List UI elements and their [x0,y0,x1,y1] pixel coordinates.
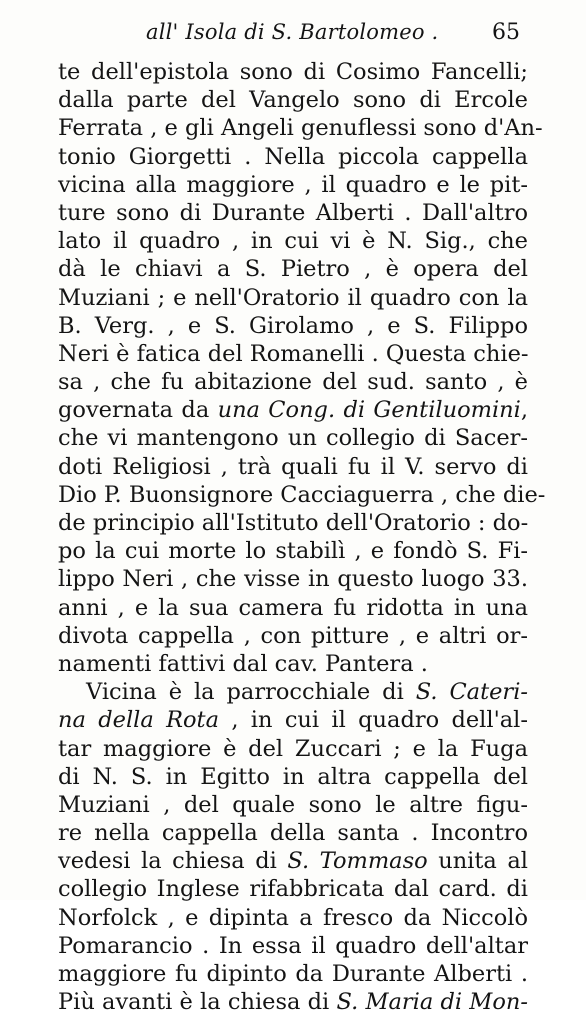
text-segment: Norfolck , e dipinta a fresco da Niccolò [58,904,528,931]
text-line [58,650,528,678]
text-segment: collegio Inglese rifabbricata dal card. di [58,876,528,903]
text-line [58,763,528,791]
text-line [58,284,528,312]
text-segment: ture sono di Durante Alberti . Dall'altro [58,199,528,226]
text-segment: lato il quadro , in cui vi è N. Sig., che [58,228,528,255]
text-segment: che vi mantengono un collegio di Sacer- [58,425,528,452]
text-line [58,453,528,481]
text-segment: unita al [427,848,528,875]
text-segment: doti Religiosi , trà quali fu il V. servo di [58,453,528,480]
text-segment: Vicina è la parrocchiale di [86,679,416,706]
text-line [58,396,528,424]
italic-text: na della Rota [58,707,220,734]
text-segment: maggiore fu dipinto da Durante Alberti . [58,961,528,987]
text-line [58,114,543,142]
text-segment: de principio all'Istituto dell'Oratorio : do- [58,510,529,536]
text-line [58,735,528,763]
text-segment: , in cui il quadro dell'al- [219,707,528,734]
text-line [58,988,528,1016]
text-line [58,791,528,819]
text-line [58,312,528,340]
text-segment: sa , che fu abitazione del sud. santo , è [58,369,528,396]
text-segment: anni , e la sua camera fu ridotta in una [58,594,528,621]
text-segment: dà le chiavi a S. Pietro , è opera del [58,256,528,283]
text-line [58,678,528,706]
text-segment: Neri è fatica del Romanelli . Questa chie- [58,340,529,367]
text-line [58,875,528,903]
text-segment: re nella cappella della santa . Incontro [58,820,528,847]
text-line [58,368,528,396]
text-segment: Muziani , del quale sono le altre figu- [58,791,528,818]
text-line [58,904,528,932]
text-line [58,932,528,960]
text-line [58,143,528,171]
text-line [58,819,528,847]
text-segment: te dell'epistola sono di Cosimo Fancelli; [58,59,528,85]
text-line [58,171,528,199]
text-line [58,255,528,283]
text-line [58,340,528,368]
text-line [58,509,528,537]
text-segment: Dio P. Buonsignore Cacciaguerra , che die- [58,481,546,508]
text-segment: lippo Neri , che visse in questo luogo 33. [58,566,528,593]
text-line [58,622,528,650]
italic-text: una Cong. di Gentiluomini [217,397,521,424]
text-line [58,199,528,227]
text-line [58,847,528,875]
text-segment: Ferrata , e gli Angeli genuflessi sono d'An- [58,115,543,142]
text-line [58,424,528,452]
text-segment: di N. S. in Egitto in altra cappella del [58,763,528,790]
text-segment: , [520,397,528,424]
italic-text: S. Maria di Mon- [336,989,528,1016]
text-segment: tar maggiore è del Zuccari ; e la Fuga [58,735,528,762]
text-segment: Più avanti è la chiesa di [58,989,337,1016]
text-line [58,227,528,255]
text-segment: vicina alla maggiore , il quadro e le pit- [58,171,528,198]
text-segment: divota cappella , con pitture , e altri or- [58,622,528,649]
text-segment: governata da [58,397,218,424]
text-line [58,481,546,509]
running-head: all' Isola di S. Bartolomeo . [146,20,439,44]
text-line [58,58,528,86]
text-segment: namenti fattivi dal cav. Pantera . [58,650,428,677]
text-segment: vedesi la chiesa di [58,848,288,875]
italic-text: S. Cateri- [415,679,528,706]
text-line [58,960,528,988]
page-number: 65 [492,20,520,45]
text-segment: B. Verg. , e S. Girolamo , e S. Filippo [58,312,528,339]
text-segment: dalla parte del Vangelo sono di Ercole [58,87,528,114]
text-line [58,565,528,593]
body-text [58,58,546,1016]
page-header [60,20,520,52]
text-line [58,86,528,114]
text-segment: tonio Giorgetti . Nella piccola cappella [58,143,528,170]
text-line [58,706,528,734]
italic-text: S. Tommaso [287,848,428,875]
text-segment: Muziani ; e nell'Oratorio il quadro con la [58,284,528,311]
text-line [58,537,528,565]
text-line [58,594,528,622]
text-segment: Pomarancio . In essa il quadro dell'altar [58,932,528,959]
text-segment: po la cui morte lo stabilì , e fondò S. Fi- [58,538,528,565]
